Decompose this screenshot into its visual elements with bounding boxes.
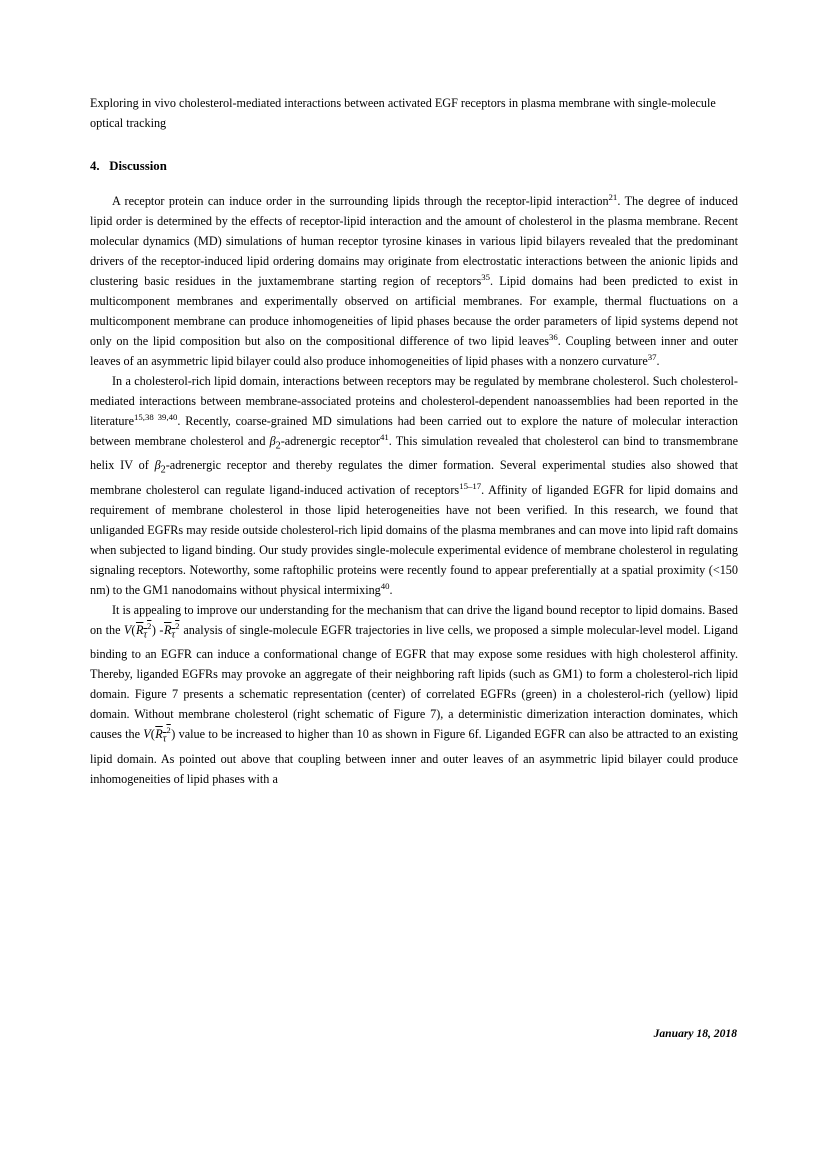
citation-15-38: 15,38 39,40 — [133, 412, 178, 423]
paragraph-1 — [90, 191, 738, 372]
par2-text-e: -adrenergic receptor and thereby regulates the dimer formation. Several experimental studies also showed that membrane cholesterol can regulate ligand-induced activation of receptors — [90, 458, 739, 497]
citation-21: 21 — [608, 191, 618, 202]
par2-text-b: . Recently, coarse-grained MD simulations had been carried out to explore the nature of molecular interaction between membrane cholesterol and — [90, 414, 738, 449]
par3-text-b: analysis of single-molecule EGFR trajectories in live cells, we proposed a simple molecular-level model. Ligand binding to an EGFR can induce a conformational change of EGFR that may expose some residues with high cholesterol affinity. Thereby, liganded EGFRs may provoke an aggregate of their neighboring raft lipids (such as GM1) to form a cholesterol-rich lipid domain. Figure 7 presents a schematic representation (center) of correlated EGFRs (green) in a cholesterol-rich (yellow) lipid domain. Without membrane cholesterol (right schematic of Figure 7), a deterministic dimerization interaction dominates, which causes the — [90, 623, 739, 742]
beta-subscript-1: 2 — [275, 440, 281, 452]
par2-text-d: . This simulation revealed that cholesterol can bind to transmembrane helix IV of — [90, 434, 738, 473]
citation-35: 35 — [481, 271, 490, 282]
inline-formula-2: $V(R_\tau^2)$ — [143, 725, 176, 745]
citation-41: 41 — [380, 432, 389, 443]
par1-text-d: . Coupling between inner and outer leaves of an asymmetric lipid bilayer could also produce inhomogeneities of lipid phases with a nonzero curvature — [90, 333, 738, 369]
running-head: Exploring in vivo cholesterol-mediated interactions between activated EGF receptors in plasma membrane with single-molecule optical tracking — [90, 96, 716, 130]
par3-text-c: value to be increased to higher than 10 as shown in Figure 6f. Liganded EGFR can also be attracted to an existing lipid domain. As pointed out above that coupling between inner and outer leaves of an asymmetric lipid bilayer could produce inhomogeneities of lipid phases with a — [90, 727, 739, 786]
par1-text-e: . — [656, 354, 660, 369]
par2-text-a: In a cholesterol-rich lipid domain, interactions between receptors may be regulated by membrane cholesterol. Such cholesterol-mediated interactions between membrane-associated proteins and cholesterol-dependent nanoassemblies had been reported in the literature — [90, 374, 738, 429]
section-heading — [90, 159, 738, 174]
page-footer-date: January 18, 2018 — [653, 1027, 737, 1040]
section-title: Discussion — [109, 158, 167, 173]
paragraph-3 — [90, 600, 738, 789]
citation-37: 37 — [647, 351, 657, 362]
beta-symbol-2: β — [154, 458, 161, 473]
inline-formula-1: $V(R_\tau^2)$ $-R_\tau^2$ — [123, 620, 180, 641]
par3-text-a: It is appealing to improve our understanding for the mechanism that can drive the ligand bound receptor to lipid domains. Based on the — [90, 602, 738, 638]
par1-text-a: A receptor protein can induce order in the surrounding lipids through the receptor-lipid interaction — [112, 193, 609, 208]
par2-text-c: -adrenergic receptor — [280, 434, 381, 449]
beta-symbol-1: β — [269, 434, 276, 449]
beta-subscript-2: 2 — [160, 464, 166, 476]
par1-text-b: . The degree of induced lipid order is determined by the effects of receptor-lipid interaction and the amount of cholesterol in the plasma membrane. Recent molecular dynamics (MD) simulations of human receptor tyrosine kinases in various lipid bilayers revealed that the predominant drivers of the receptor-induced lipid ordering domains may originate from electrostatic interactions between the anionic lipids and clustering basic residues in the juxtamembrane starting region of receptors — [90, 193, 738, 288]
citation-36: 36 — [548, 331, 558, 342]
citation-15-17: 15–17 — [459, 480, 482, 491]
section-number: 4. — [90, 158, 100, 173]
par2-text-f: . Affinity of liganded EGFR for lipid domains and requirement of membrane cholesterol in those lipid heterogeneities have not been verified. In this research, we found that unliganded EGFRs may reside outside cholesterol-rich lipid domains of the plasma membranes and can move into lipid raft domains when subjected to ligand binding. Our study provides single-molecule experimental evidence of membrane cholesterol in regulating signaling receptors. Noteworthy, some raftophilic proteins were recently found to appear preferentially at a spatial proximity (<150 nm) to the GM1 nanodomains without physical intermixing — [90, 482, 738, 597]
par1-text-c: . Lipid domains had been predicted to exist in multicomponent membranes and experimentally observed on artificial membranes. For example, thermal fluctuations on a multicomponent membrane can produce inhomogeneities of lipid phases because the order parameters of lipid systems depend not only on the lipid composition but also on the compositional difference of two lipid leaves — [90, 273, 739, 348]
citation-40: 40 — [380, 580, 390, 591]
par2-text-g: . — [389, 582, 393, 597]
page-content — [90, 94, 738, 789]
paragraph-2 — [90, 371, 738, 600]
